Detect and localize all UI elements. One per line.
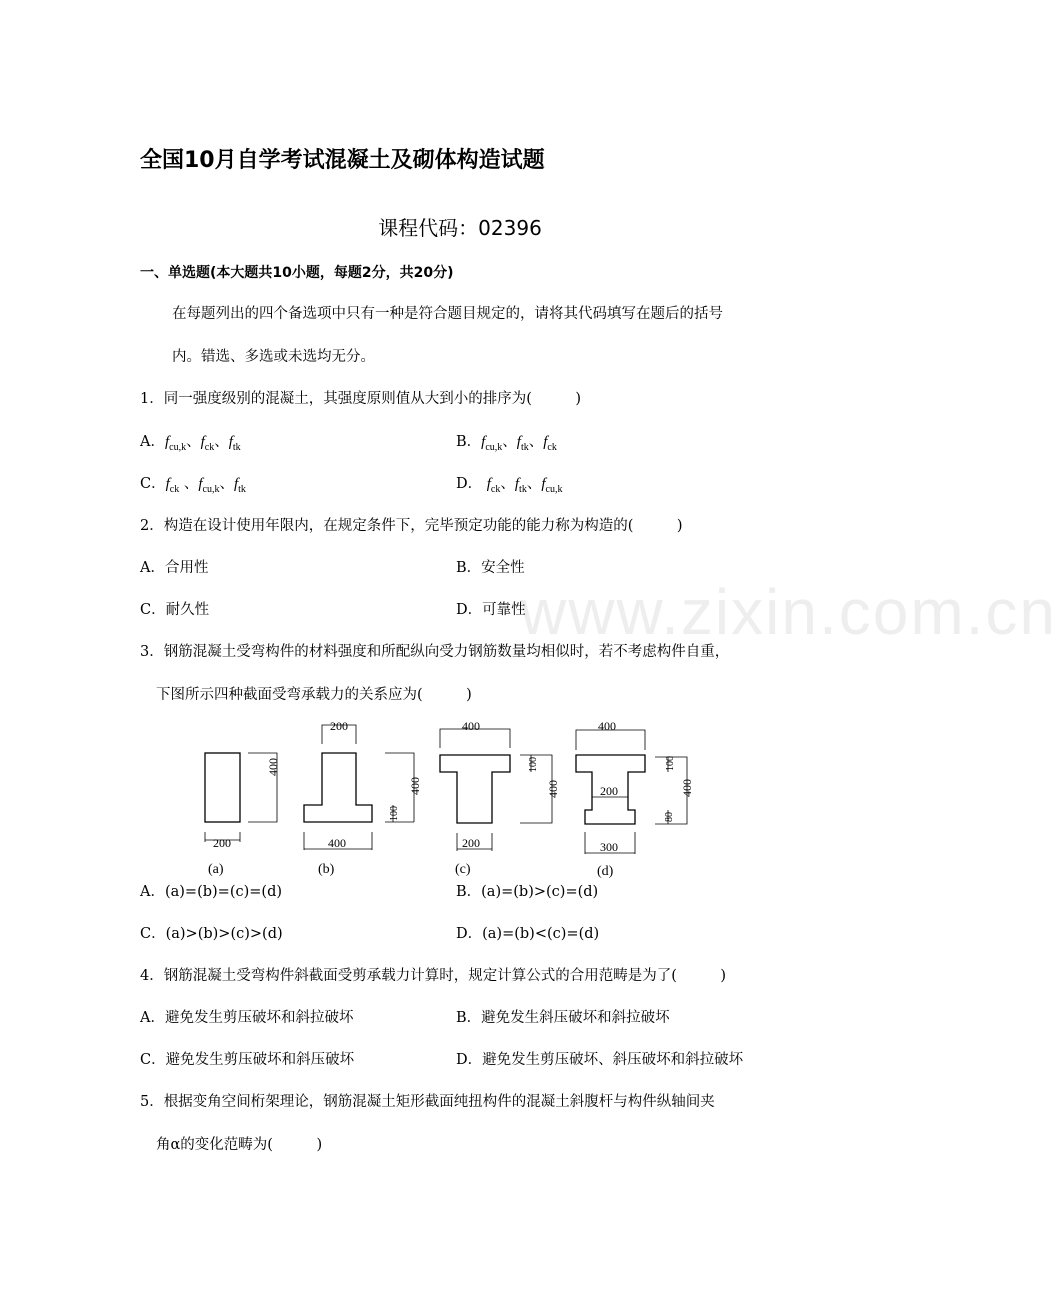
q4-option-b: B．避免发生斜压破坏和斜拉破坏 — [456, 1010, 670, 1026]
section-a — [205, 753, 280, 877]
q3-option-b: B．(a)=(b)>(c)=(d) — [456, 884, 599, 900]
q1-option-d: D． $f_{ck}$、$f_{tk}$、$f_{cu,k}$ — [456, 476, 563, 495]
instruction-line-2: 内。错选、多选或未选均无分。 — [172, 349, 375, 365]
svg-text:(b): (b) — [318, 862, 335, 877]
svg-text:(d): (d) — [597, 864, 614, 879]
svg-text:300: 300 — [600, 840, 618, 854]
q4-option-c: C．避免发生剪压破坏和斜压破坏 — [140, 1052, 355, 1068]
watermark: www.zixin.com.cn — [520, 576, 1057, 648]
svg-text:100: 100 — [665, 756, 676, 771]
svg-text:400: 400 — [328, 836, 346, 850]
svg-text:(c): (c) — [455, 862, 471, 877]
course-code: 课程代码：02396 — [378, 216, 542, 240]
q4-option-a: A．避免发生剪压破坏和斜拉破坏 — [140, 1010, 354, 1026]
svg-text:400: 400 — [598, 719, 616, 733]
section-c — [440, 719, 560, 877]
svg-text:400: 400 — [266, 758, 280, 776]
question-1-stem: 1．同一强度级别的混凝土，其强度原则值从大到小的排序为( ) — [140, 391, 582, 407]
section-d — [576, 719, 694, 879]
svg-text:200: 200 — [330, 719, 348, 733]
svg-text:80: 80 — [664, 812, 675, 822]
question-5-stem-2: 角α的变化范畴为( ) — [156, 1137, 323, 1153]
document-title: 全国10月自学考试混凝土及砌体构造试题 — [140, 148, 545, 173]
q3-option-c: C．(a)>(b)>(c)>(d) — [140, 926, 283, 942]
svg-text:100: 100 — [389, 806, 400, 821]
svg-text:400: 400 — [680, 779, 694, 797]
section-heading: 一、单选题(本大题共10小题，每题2分，共20分) — [140, 265, 454, 281]
q1-option-b: B．$f_{cu,k}$、$f_{tk}$、$f_{ck}$ — [456, 434, 557, 453]
svg-text:100: 100 — [528, 757, 539, 772]
svg-text:(a): (a) — [208, 862, 224, 877]
q4-option-d: D．避免发生剪压破坏、斜压破坏和斜拉破坏 — [456, 1052, 744, 1068]
q3-option-d: D．(a)=(b)<(c)=(d) — [456, 926, 600, 942]
q2-option-d: D．可靠性 — [456, 602, 526, 618]
q3-option-a: A．(a)=(b)=(c)=(d) — [140, 884, 283, 900]
option-label: A． — [140, 434, 165, 450]
svg-text:200: 200 — [213, 836, 231, 850]
svg-text:400: 400 — [546, 780, 560, 798]
instruction-line-1: 在每题列出的四个备选项中只有一种是符合题目规定的，请将其代码填写在题后的括号 — [172, 306, 723, 322]
q2-option-c: C．耐久性 — [140, 602, 210, 618]
svg-text:200: 200 — [462, 836, 480, 850]
question-3-stem-1: 3．钢筋混凝土受弯构件的材料强度和所配纵向受力钢筋数量均相似时，若不考虑构件自重， — [140, 644, 730, 660]
q1-option-a: A．$f_{cu,k}$、$f_{ck}$、$f_{tk}$ — [140, 434, 241, 453]
svg-text:400: 400 — [408, 777, 422, 795]
section-b — [304, 719, 422, 877]
question-5-stem-1: 5．根据变角空间桁架理论，钢筋混凝土矩形截面纯扭构件的混凝土斜腹杆与构件纵轴间夹 — [140, 1094, 715, 1110]
svg-text:200: 200 — [600, 784, 618, 798]
svg-text:400: 400 — [462, 719, 480, 733]
question-3-stem-2: 下图所示四种截面受弯承载力的关系应为( ) — [156, 687, 472, 703]
question-4-stem: 4．钢筋混凝土受弯构件斜截面受剪承载力计算时，规定计算公式的合用范畴是为了( ) — [140, 968, 727, 984]
q1-option-c: C．$f_{ck}$ 、$f_{cu,k}$、$f_{tk}$ — [140, 476, 246, 495]
q2-option-a: A．合用性 — [140, 560, 209, 576]
q2-option-b: B．安全性 — [456, 560, 525, 576]
question-2-stem: 2．构造在设计使用年限内，在规定条件下，完毕预定功能的能力称为构造的( ) — [140, 518, 683, 534]
